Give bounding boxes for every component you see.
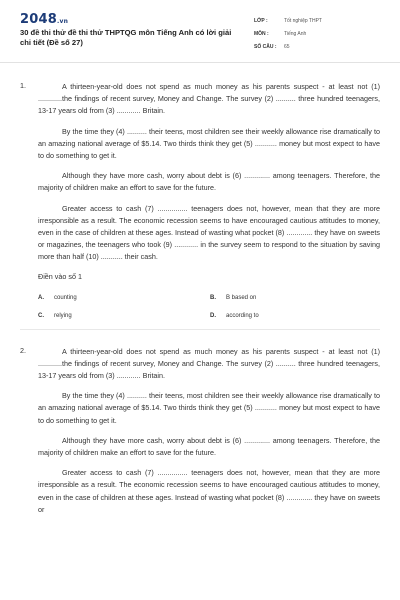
passage-paragraph: By the time they (4) .......... their teens, most children see their weekly allowance rise dramatically to an amazing national average of $5.14. Two thirds think they get (5) ........... money but most expect to have to do something to get it. [38,391,380,425]
question-1 [20,81,380,319]
passage-paragraph: A thirteen-year-old does not spend as much money as his parents suspect - at least not (1) ............the findings of recent survey, Money and Change. The survey (2) .......... three hundred teenagers, 13-17 years old from (3) ............ Britain. [38,82,380,116]
document-title: 30 đề thi thử đề thi thử THPTQG môn Tiếng Anh có lời giải chi tiết (Đề số 27) [20,28,232,47]
option-text: counting [54,294,77,301]
meta-key: LỚP : [254,17,268,24]
question-divider [20,329,380,330]
passage-paragraph: Greater access to cash (7) ............... teenagers does not, however, mean that they are more irresponsible as a result. The economic recession seems to have encouraged cautious attitudes to money, even in the case of children at these ages. Instead of wasting what pocket (8) ............. they have on sweets or [38,468,380,514]
logo-tld: .vn [56,18,69,25]
document-meta [254,14,379,53]
option-c[interactable] [38,313,210,319]
site-logo[interactable] [20,12,68,27]
passage-paragraph: Greater access to cash (7) ............... teenagers does not, however, mean that they are more irresponsible as a result. The economic recession seems to have encouraged cautious attitudes to money, even in the case of children at these ages. Instead of wasting what pocket (8) ............. they have on sweets or magazines, the teenagers who took (9) ............ in the survey seem to respond to the situation by saving more than half (10) ........... their cash. [38,203,380,262]
option-letter: A. [38,294,44,301]
question-number: 1. [20,81,26,90]
option-text: B based on [226,294,257,301]
passage-paragraph: By the time they (4) .......... their teens, most children see their weekly allowance rise dramatically to an amazing national average of $5.14. Two thirds think they get (5) ........... money but most expect to have to do something to get it. [38,126,380,161]
meta-row-count [254,40,379,53]
option-letter: C. [38,312,44,319]
answer-options [38,295,380,319]
question-2 [20,346,380,516]
meta-row-class [254,14,379,27]
option-text: according to [226,312,259,319]
passage-paragraph: Although they have more cash, worry about debt is (6) ............. among teenagers. Therefore, the majority of children make an effort to save for the future. [38,171,380,193]
page-header [0,0,400,63]
option-letter: D. [210,312,216,319]
meta-row-subject [254,27,379,40]
meta-key: MÔN : [254,30,269,37]
question-prompt: Điền vào số 1 [38,271,82,281]
passage-paragraph: A thirteen-year-old does not spend as much money as his parents suspect - at least not (1) ............the findings of recent survey, Money and Change. The survey (2) .......... three hundred teenagers, 13-17 years old from (3) ............ Britain. [38,346,380,381]
passage-paragraph: Although they have more cash, worry about debt is (6) ............. among teenagers. Therefore, the majority of children make an effort to save for the future. [38,435,380,458]
meta-value: 65 [284,43,290,50]
option-letter: B. [210,294,216,301]
meta-key: SỐ CÂU : [254,43,277,50]
logo-text: 2048 [20,12,57,27]
meta-value: Tốt nghiệp THPT [284,17,322,24]
option-b[interactable] [210,295,382,301]
question-list [0,63,400,516]
option-text: relying [54,312,72,319]
meta-value: Tiếng Anh [284,30,307,37]
question-number: 2. [20,345,26,355]
option-d[interactable] [210,313,382,319]
option-a[interactable] [38,295,210,301]
